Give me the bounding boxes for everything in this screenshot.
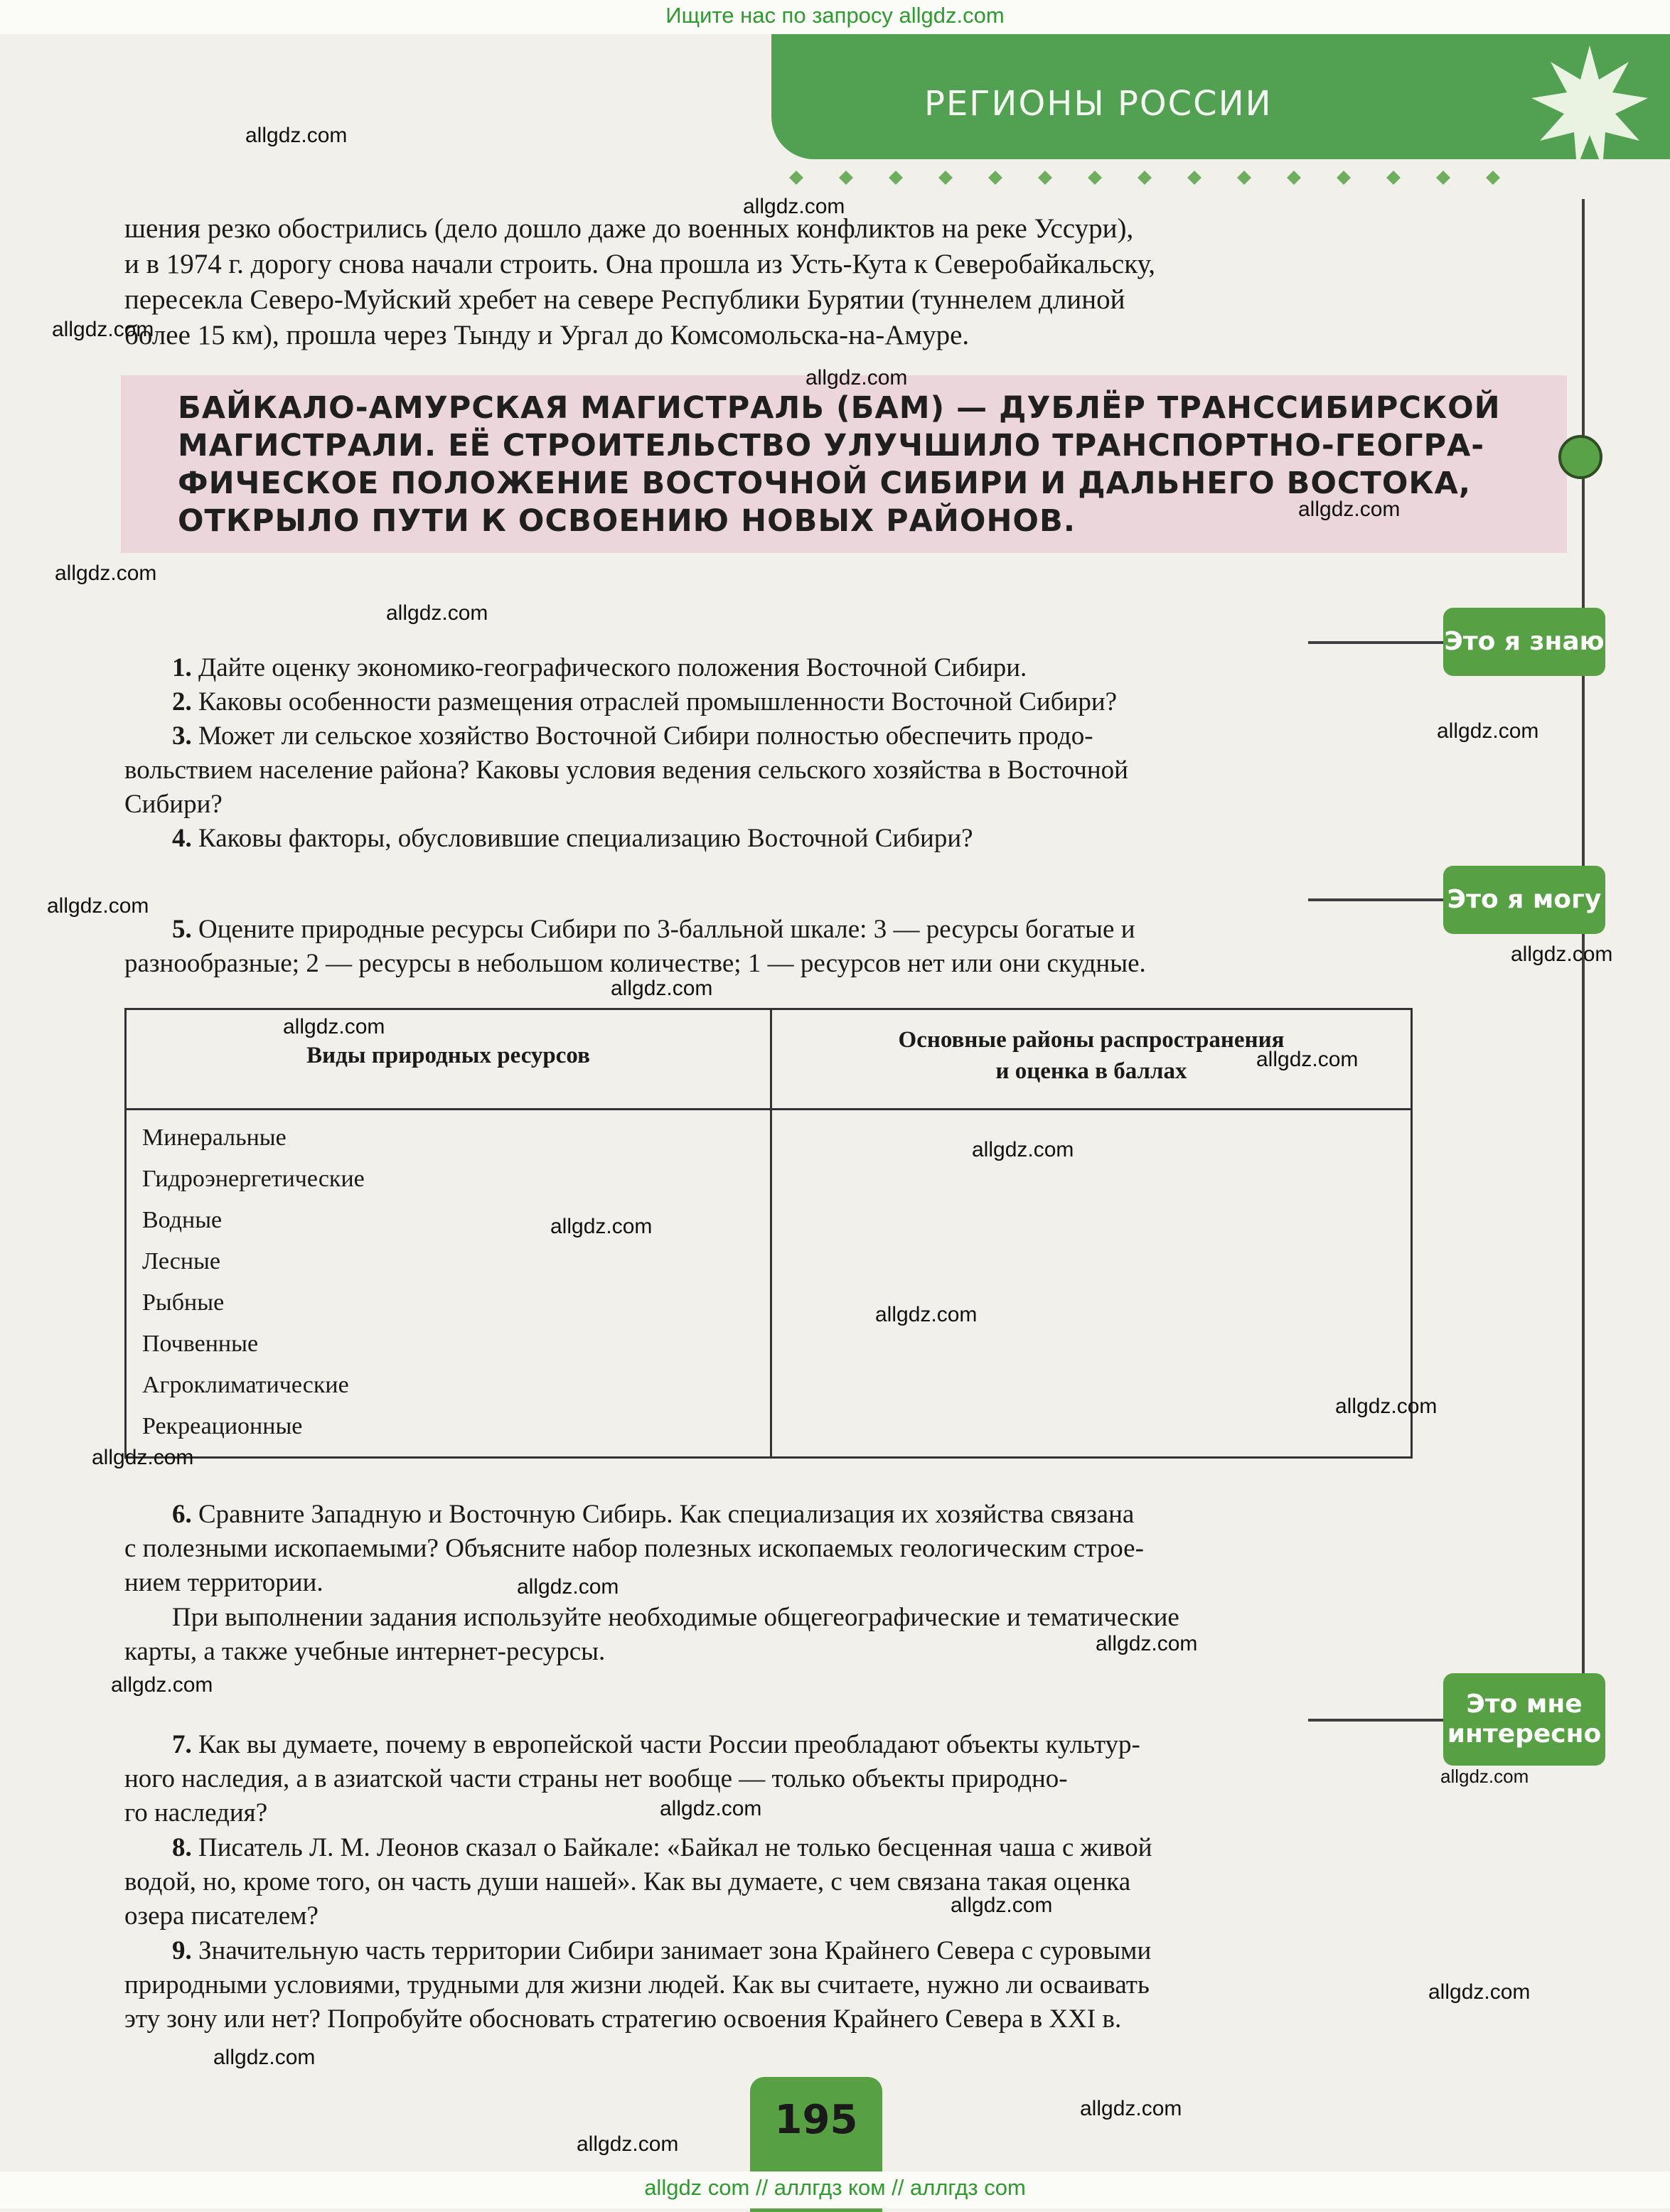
- watermark: allgdz.com: [1080, 2097, 1182, 2120]
- question-7: [124, 1727, 1425, 1763]
- footer-links[interactable]: allgdz com // аллгдз ком // аллгдз com: [644, 2175, 1026, 2200]
- question-6-note: При выполнении задания используйте необходимые общегеографические и тематические: [172, 1603, 1179, 1632]
- decorative-diamond-row: [782, 163, 1521, 192]
- question-text: Каковы факторы, обусловившие специализацию Восточной Сибири?: [198, 824, 973, 853]
- star-emblem-icon: [1526, 43, 1654, 171]
- table-row: Гидроэнергетические: [142, 1166, 365, 1192]
- watermark: allgdz.com: [875, 1303, 978, 1326]
- intro-line-4: более 15 км), прошла через Тынду и Ургал до Комсомольска-на-Амуре.: [124, 320, 970, 350]
- question-text: Каковы особенности размещения отраслей промышленности Восточной Сибири?: [198, 687, 1118, 716]
- question-text: Писатель Л. М. Леонов сказал о Байкале: «Байкал не только бесценная чаша с живой: [198, 1833, 1152, 1862]
- watermark: allgdz.com: [550, 1215, 653, 1238]
- question-number: 1.: [172, 653, 192, 682]
- watermark: allgdz.com: [1298, 498, 1401, 521]
- key-fact-line: ОТКРЫЛО ПУТИ К ОСВОЕНИЮ НОВЫХ РАЙОНОВ.: [178, 503, 1076, 539]
- table-header-divider: [127, 1108, 1411, 1110]
- question-number: 4.: [172, 824, 192, 853]
- question-5: [124, 912, 1425, 947]
- question-number: 9.: [172, 1936, 192, 1965]
- question-7-cont: ного наследия, а в азиатской части страны нет вообще — только объекты природно-: [124, 1764, 1068, 1793]
- watermark: allgdz.com: [743, 195, 845, 218]
- watermark: allgdz.com: [577, 2132, 679, 2156]
- question-3-cont: Сибири?: [124, 790, 223, 819]
- table-row: Рекреационные: [142, 1413, 303, 1439]
- question-number: 6.: [172, 1500, 192, 1529]
- badge-connector: [1308, 898, 1443, 901]
- intro-line-2: и в 1974 г. дорогу снова начали строить. Она прошла из Усть-Кута к Северобайкальску,: [124, 249, 1155, 279]
- watermark: allgdz.com: [55, 562, 157, 585]
- question-text: Оцените природные ресурсы Сибири по 3-балльной шкале: 3 — ресурсы богатые и: [198, 915, 1135, 944]
- intro-line-3: пересекла Северо-Муйский хребет на севере Республики Бурятии (туннелем длиной: [124, 284, 1125, 315]
- table-row: Рыбные: [142, 1289, 225, 1316]
- badge-this-i-can: Это я могу: [1443, 866, 1605, 934]
- question-4: [124, 821, 1425, 857]
- question-3: [124, 719, 1425, 754]
- watermark: allgdz.com: [245, 124, 348, 147]
- badge-interesting: Это мне интересно: [1443, 1673, 1605, 1766]
- key-fact-line: ФИЧЕСКОЕ ПОЛОЖЕНИЕ ВОСТОЧНОЙ СИБИРИ И ДАЛЬНЕГО ВОСТОКА,: [178, 466, 1472, 501]
- table-header-line: Основные районы распространения: [898, 1027, 1285, 1053]
- badge-connector: [1308, 641, 1443, 644]
- table-rows: [142, 1117, 365, 1447]
- question-6-note: карты, а также учебные интернет-ресурсы.: [124, 1637, 606, 1666]
- question-8-cont: озера писателем?: [124, 1901, 319, 1931]
- key-fact-line: МАГИСТРАЛИ. ЕЁ СТРОИТЕЛЬСТВО УЛУЧШИЛО ТРАНСПОРТНО-ГЕОГРА-: [178, 428, 1485, 463]
- watermark: allgdz.com: [1511, 943, 1613, 966]
- question-text: Может ли сельское хозяйство Восточной Сибири полностью обеспечить продо-: [198, 721, 1093, 751]
- watermark: allgdz.com: [611, 977, 713, 1000]
- question-9-cont: эту зону или нет? Попробуйте обосновать стратегию освоения Крайнего Севера в XXI в.: [124, 2004, 1122, 2034]
- question-number: 5.: [172, 915, 192, 944]
- watermark: allgdz.com: [92, 1446, 194, 1469]
- question-2: [124, 684, 1425, 720]
- table-header-line: и оценка в баллах: [995, 1058, 1187, 1084]
- question-6-cont: с полезными ископаемыми? Объясните набор полезных ископаемых геологическим строе-: [124, 1534, 1144, 1563]
- watermark: allgdz.com: [1256, 1048, 1359, 1071]
- key-fact-line: БАЙКАЛО-АМУРСКАЯ МАГИСТРАЛЬ (БАМ) — ДУБЛЁР ТРАНССИБИРСКОЙ: [178, 390, 1501, 426]
- question-number: 7.: [172, 1730, 192, 1759]
- table-row: Минеральные: [142, 1124, 287, 1151]
- question-8-cont: водой, но, кроме того, он часть души нашей». Как вы думаете, с чем связана такая оценка: [124, 1867, 1131, 1896]
- watermark: allgdz.com: [1335, 1395, 1438, 1418]
- watermark: allgdz.com: [47, 894, 149, 918]
- question-1: [124, 650, 1425, 686]
- table-row: Почвенные: [142, 1331, 259, 1357]
- table-row: Агроклиматические: [142, 1372, 349, 1398]
- question-3-cont: вольствием население района? Каковы условия ведения сельского хозяйства в Восточной: [124, 756, 1128, 785]
- table-header-resource-types: Виды природных ресурсов: [306, 1043, 590, 1068]
- watermark: allgdz.com: [1096, 1632, 1198, 1655]
- watermark: allgdz.com: [52, 318, 154, 341]
- question-6: [124, 1497, 1425, 1532]
- question-text: Значительную часть территории Сибири занимает зона Крайнего Севера с суровыми: [198, 1936, 1152, 1965]
- question-9-cont: природными условиями, трудными для жизни людей. Как вы считаете, нужно ли осваивать: [124, 1970, 1150, 1999]
- question-text: Как вы думаете, почему в европейской части России преобладают объекты культур-: [198, 1730, 1140, 1759]
- watermark: allgdz.com: [517, 1575, 619, 1599]
- question-7-cont: го наследия?: [124, 1798, 268, 1827]
- page-number: 195: [774, 2097, 858, 2143]
- watermark: allgdz.com: [213, 2046, 316, 2069]
- watermark: allgdz.com: [972, 1138, 1074, 1161]
- watermark: allgdz.com: [1437, 719, 1539, 743]
- badge-this-i-know: Это я знаю: [1443, 608, 1605, 676]
- question-number: 2.: [172, 687, 192, 716]
- intro-line-1: шения резко обострились (дело дошло даже до военных конфликтов на реке Уссури),: [124, 213, 1134, 244]
- question-5-cont: разнообразные; 2 — ресурсы в небольшом количестве; 1 — ресурсов нет или они скудные.: [124, 949, 1146, 978]
- watermark: allgdz.com: [951, 1894, 1053, 1917]
- question-9: [124, 1933, 1425, 1969]
- watermark: allgdz.com: [1440, 1766, 1529, 1787]
- watermark: allgdz.com: [660, 1797, 762, 1820]
- watermark: allgdz.com: [1428, 1980, 1531, 2004]
- badge-connector: [1308, 1719, 1443, 1722]
- timeline-node-icon: [1558, 435, 1602, 479]
- question-8: [124, 1830, 1425, 1866]
- top-search-link[interactable]: Ищите нас по запросу allgdz.com: [665, 3, 1005, 28]
- question-text: Сравните Западную и Восточную Сибирь. Как специализация их хозяйства связана: [198, 1500, 1135, 1529]
- question-number: 3.: [172, 721, 192, 751]
- table-row: Водные: [142, 1207, 223, 1233]
- watermark: allgdz.com: [386, 601, 488, 625]
- watermark: allgdz.com: [283, 1015, 385, 1038]
- section-title: РЕГИОНЫ РОССИИ: [924, 84, 1273, 124]
- question-6-cont: нием территории.: [124, 1568, 323, 1597]
- table-row: Лесные: [142, 1248, 220, 1274]
- question-number: 8.: [172, 1833, 192, 1862]
- watermark: allgdz.com: [111, 1673, 213, 1697]
- question-text: Дайте оценку экономико-географического положения Восточной Сибири.: [198, 653, 1027, 682]
- watermark: allgdz.com: [805, 366, 908, 390]
